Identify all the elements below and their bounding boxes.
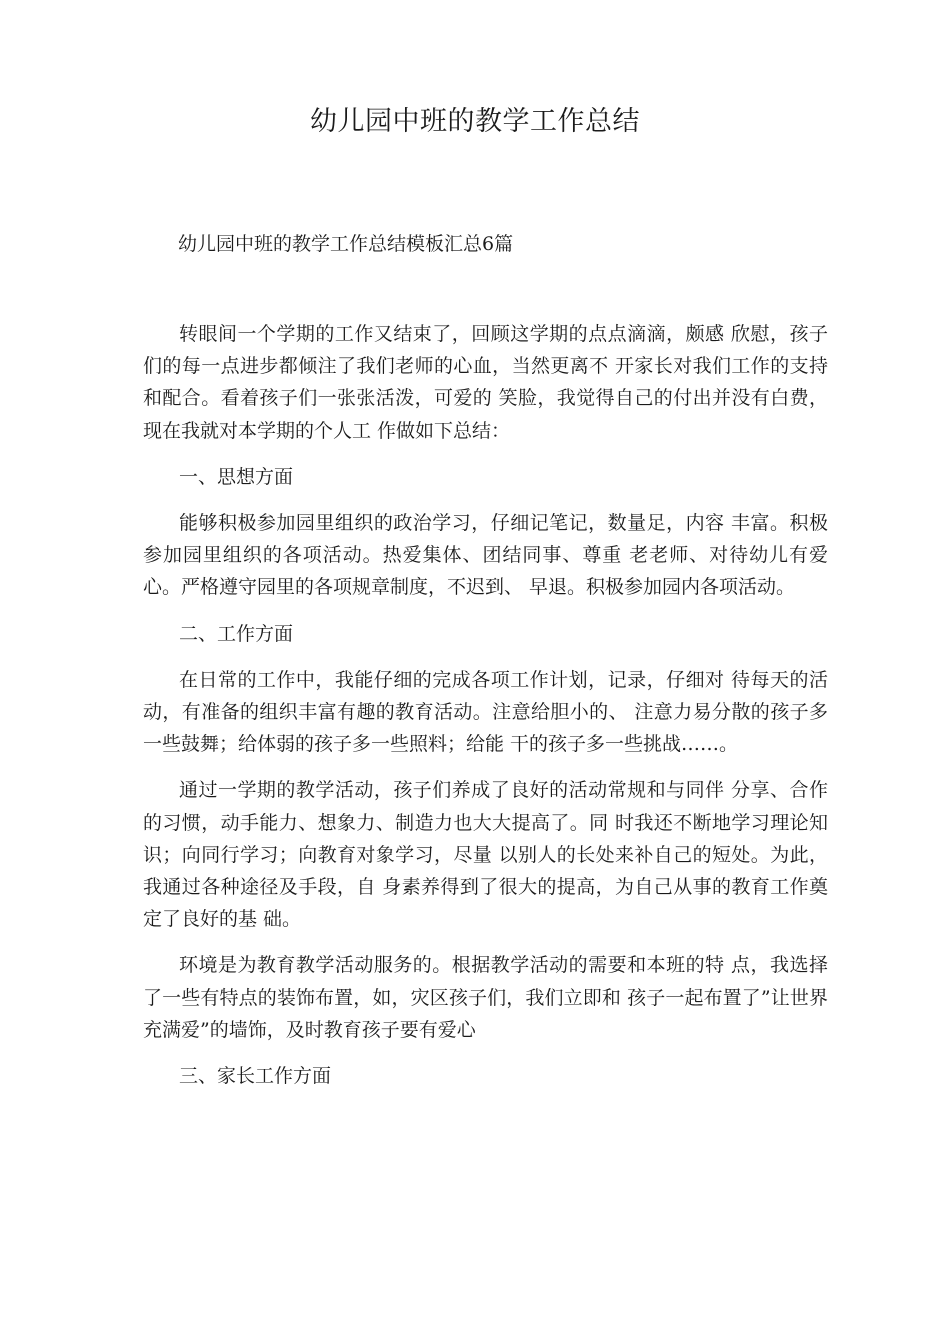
document-title: 幼儿园中班的教学工作总结 [310,106,640,137]
document-subtitle: 幼儿园中班的教学工作总结模板汇总6篇 [178,233,514,255]
work-paragraph-1: 在日常的工作中，我能仔细的完成各项工作计划，记录，仔细对 待每天的活动，有准备的组织丰富有趣的教育活动。注意给胆小的、 注意力易分散的孩子多一些鼓舞；给体弱的孩子多一些照料；给能 干的孩子多一些挑战……。 [143,668,828,756]
work-paragraph-3: 环境是为教育教学活动服务的。根据教学活动的需要和本班的特 点，我选择了一些有特点的装饰布置，如，灾区孩子们，我们立即和 孩子一起布置了”让世界充满爱”的墙饰，及时教育孩子要有爱心 [143,954,828,1041]
work-paragraph-2: 通过一学期的教学活动，孩子们养成了良好的活动常规和与同伴 分享、合作的习惯，动手能力、想象力、制造力也大大提高了。同 时我还不断地学习理论知识；向同行学习；向教育对象学习，尽量 以别人的长处来补自己的短处。为此，我通过各种途径及手段，自 身素养得到了很大的提高，为自己从事的教育工作奠定了良好的基 础。 [143,779,828,931]
section-heading-work: 二、工作方面 [179,622,294,645]
document-body [143,318,828,1106]
intro-paragraph: 转眼间一个学期的工作又结束了，回顾这学期的点点滴滴，颇感 欣慰，孩子们的每一点进步都倾注了我们老师的心血，当然更离不 开家长对我们工作的支持和配合。看着孩子们一张张活泼，可爱的 笑脸，我觉得自己的付出并没有白费，现在我就对本学期的个人工 作做如下总结： [143,323,828,442]
section-heading-thought: 一、思想方面 [179,465,294,488]
section-heading-parents: 三、家长工作方面 [179,1065,332,1088]
thought-paragraph: 能够积极参加园里组织的政治学习，仔细记笔记，数量足，内容 丰富。积极参加园里组织的各项活动。热爱集体、团结同事、尊重 老老师、对待幼儿有爱心。严格遵守园里的各项规章制度，不迟到、 早退。积极参加园内各项活动。 [143,512,828,599]
